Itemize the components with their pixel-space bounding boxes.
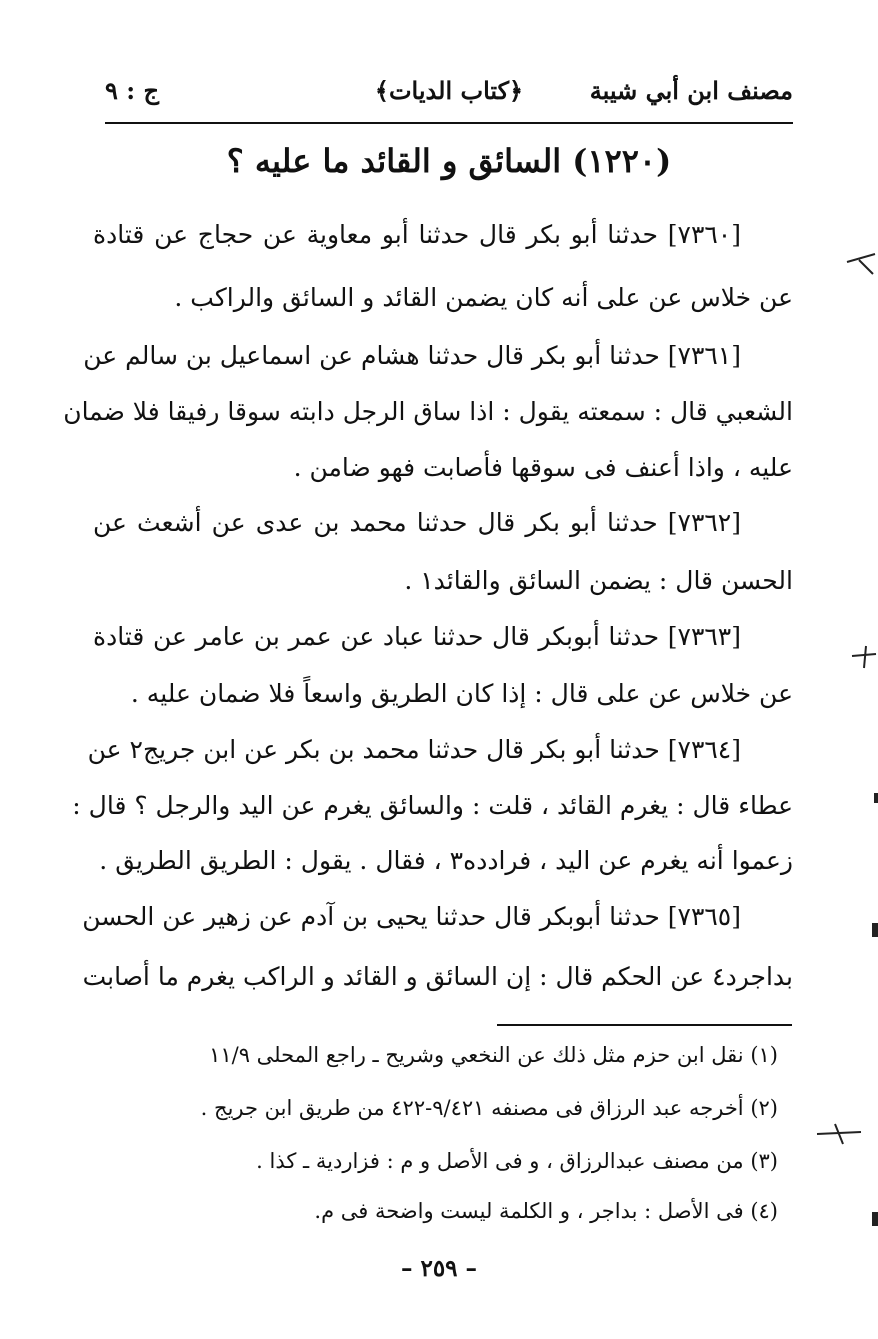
hadith-7362-line-2: الحسن قال : يضمن السائق والقائد١ . (404, 566, 793, 595)
margin-mark (872, 923, 878, 937)
hadith-7361-line-3: عليه ، واذا أعنف فى سوقها فأصابت فهو ضامن . (293, 453, 793, 482)
book-title: مصنف ابن أبي شيبة (589, 76, 793, 105)
hadith-7364-line-1: [٧٣٦٤] حدثنا أبو بكر قال حدثنا محمد بن بكر عن ابن جريج٢ عن (87, 735, 741, 764)
hadith-7364-line-2: عطاء قال : يغرم القائد ، قلت : والسائق يغرم عن اليد والرجل ؟ قال : (72, 791, 793, 820)
hadith-7360-line-2: عن خلاس عن على أنه كان يضمن القائد و السائق والراكب . (174, 283, 793, 312)
footnote-2: (٢) أخرجه عبد الرزاق فى مصنفه ٩/٤٢١-٤٢٢ من طريق ابن جريج . (200, 1096, 778, 1120)
hadith-7363-line-2: عن خلاس عن على قال : إذا كان الطريق واسعاً فلا ضمان عليه . (130, 679, 793, 708)
margin-mark (845, 240, 878, 280)
hadith-7360-line-1: [٧٣٦٠] حدثنا أبو بكر قال حدثنا أبو معاوية عن حجاج عن قتادة (93, 220, 741, 249)
margin-mark (850, 640, 878, 670)
volume-number: ج : ٩ (105, 76, 159, 105)
footnote-1: (١) نقل ابن حزم مثل ذلك عن النخعي وشريح ـ راجع المحلى ١١/٩ (209, 1043, 778, 1067)
margin-mark (872, 1212, 878, 1226)
hadith-7365-line-1: [٧٣٦٥] حدثنا أبوبكر قال حدثنا يحيى بن آدم عن زهير عن الحسن (82, 902, 741, 931)
margin-mark (815, 1120, 865, 1150)
margin-mark (874, 793, 878, 803)
footnote-3: (٣) من مصنف عبدالرزاق ، و فى الأصل و م : فزاردية ـ كذا . (256, 1149, 778, 1173)
header-rule (105, 122, 793, 124)
hadith-7363-line-1: [٧٣٦٣] حدثنا أبوبكر قال حدثنا عباد عن عمر بن عامر عن قتادة (93, 622, 741, 651)
footnote-4: (٤) فى الأصل : بداجر ، و الكلمة ليست واضحة فى م. (314, 1199, 778, 1223)
chapter-name: ﴿كتاب الديات﴾ (374, 76, 524, 105)
hadith-7364-line-3: زعموا أنه يغرم عن اليد ، فرادده٣ ، فقال . يقول : الطريق الطريق . (99, 846, 793, 875)
hadith-7362-line-1: [٧٣٦٢] حدثنا أبو بكر قال حدثنا محمد بن عدى عن أشعث عن (93, 508, 741, 537)
page-number: – ٢٥٩ – (400, 1255, 478, 1282)
hadith-7365-line-2: بداجرد٤ عن الحكم قال : إن السائق و القائد و الراكب يغرم ما أصابت (82, 962, 793, 991)
hadith-7361-line-2: الشعبي قال : سمعته يقول : اذا ساق الرجل دابته سوقا رفيقا فلا ضمان (63, 397, 793, 426)
hadith-7361-line-1: [٧٣٦١] حدثنا أبو بكر قال حدثنا هشام عن اسماعيل بن سالم عن (83, 341, 741, 370)
chapter-heading: (١٢٢٠) السائق و القائد ما عليه ؟ (226, 142, 672, 180)
running-header (105, 70, 793, 116)
footnote-rule (497, 1024, 792, 1026)
